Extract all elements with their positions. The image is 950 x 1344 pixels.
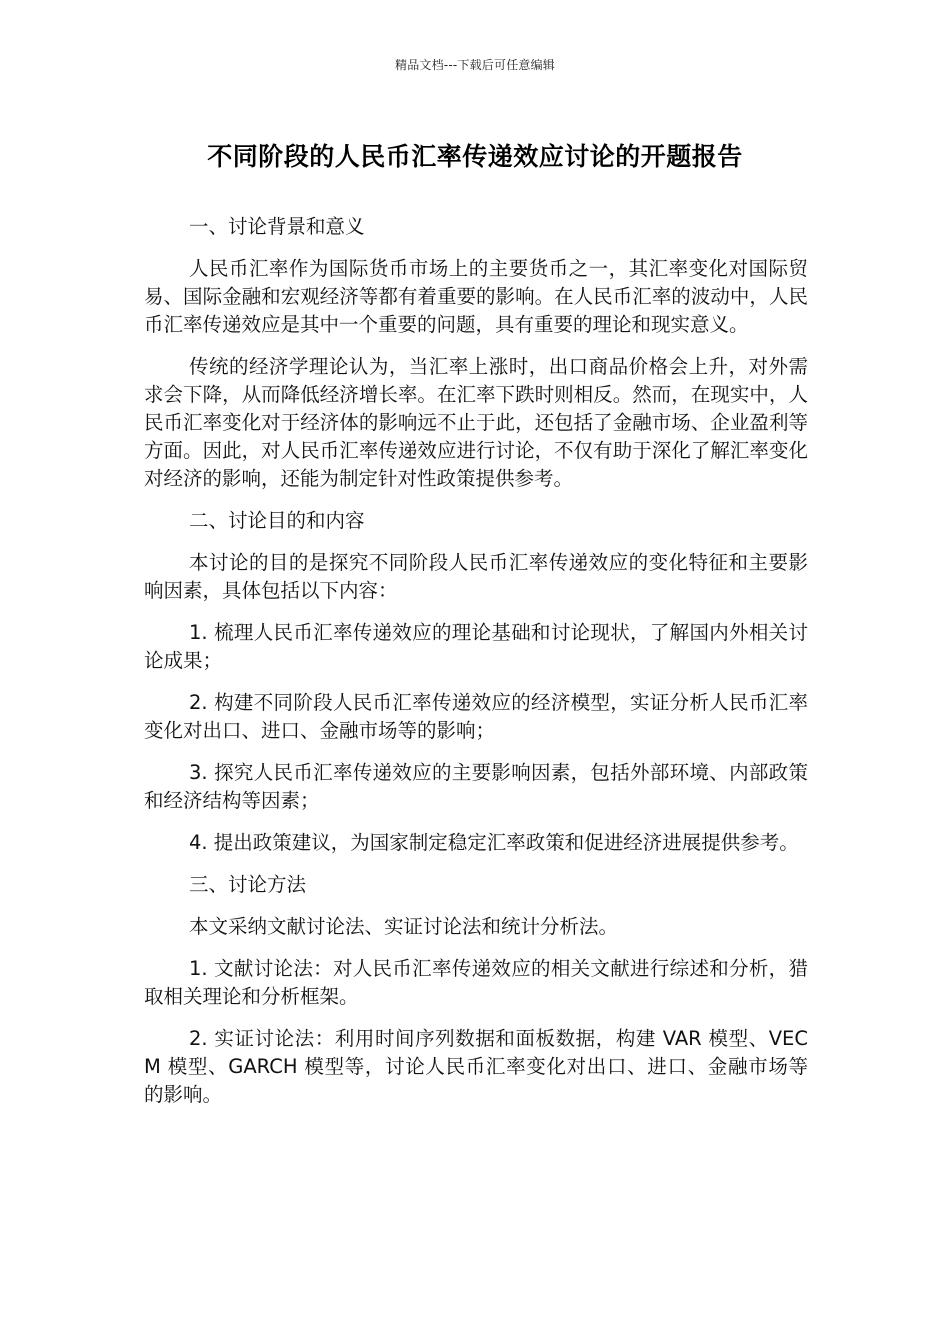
document-title: 不同阶段的人民币汇率传递效应讨论的开题报告	[207, 142, 743, 171]
list-item-method-2: 2. 实证讨论法：利用时间序列数据和面板数据，构建 VAR 模型、VECM 模型、GARCH 模型等，讨论人民币汇率变化对出口、进口、金融市场等的影响。	[144, 1027, 808, 1106]
paragraph-methods-intro: 本文采纳文献讨论法、实证讨论法和统计分析法。	[189, 915, 619, 938]
section-heading-background: 一、讨论背景和意义	[189, 215, 365, 238]
header-note: 精品文档---下载后可任意编辑	[395, 58, 555, 72]
paragraph-background-1: 人民币汇率作为国际货币市场上的主要货币之一，其汇率变化对国际贸易、国际金融和宏观经济等都有着重要的影响。在人民币汇率的波动中，人民币汇率传递效应是其中一个重要的问题，具有重要的理论和现实意义。	[144, 257, 808, 336]
document-body	[144, 213, 808, 1123]
list-item-objective-1: 1. 梳理人民币汇率传递效应的理论基础和讨论现状，了解国内外相关讨论成果；	[144, 621, 808, 672]
section-heading-methods: 三、讨论方法	[189, 873, 307, 896]
list-item-objective-4: 4. 提出政策建议，为国家制定稳定汇率政策和促进经济进展提供参考。	[189, 831, 799, 854]
list-item-method-1: 1. 文献讨论法：对人民币汇率传递效应的相关文献进行综述和分析，猎取相关理论和分析框架。	[144, 957, 808, 1008]
paragraph-objectives-intro: 本讨论的目的是探究不同阶段人民币汇率传递效应的变化特征和主要影响因素，具体包括以下内容：	[144, 551, 808, 602]
list-item-objective-2: 2. 构建不同阶段人民币汇率传递效应的经济模型，实证分析人民币汇率变化对出口、进口、金融市场等的影响；	[144, 691, 808, 742]
list-item-objective-3: 3. 探究人民币汇率传递效应的主要影响因素，包括外部环境、内部政策和经济结构等因素；	[144, 761, 808, 812]
paragraph-background-2: 传统的经济学理论认为，当汇率上涨时，出口商品价格会上升，对外需求会下降，从而降低经济增长率。在汇率下跌时则相反。然而，在现实中，人民币汇率变化对于经济体的影响远不止于此，还包括了金融市场、企业盈利等方面。因此，对人民币汇率传递效应进行讨论，不仅有助于深化了解汇率变化对经济的影响，还能为制定针对性政策提供参考。	[144, 355, 808, 490]
section-heading-objectives: 二、讨论目的和内容	[189, 509, 365, 532]
